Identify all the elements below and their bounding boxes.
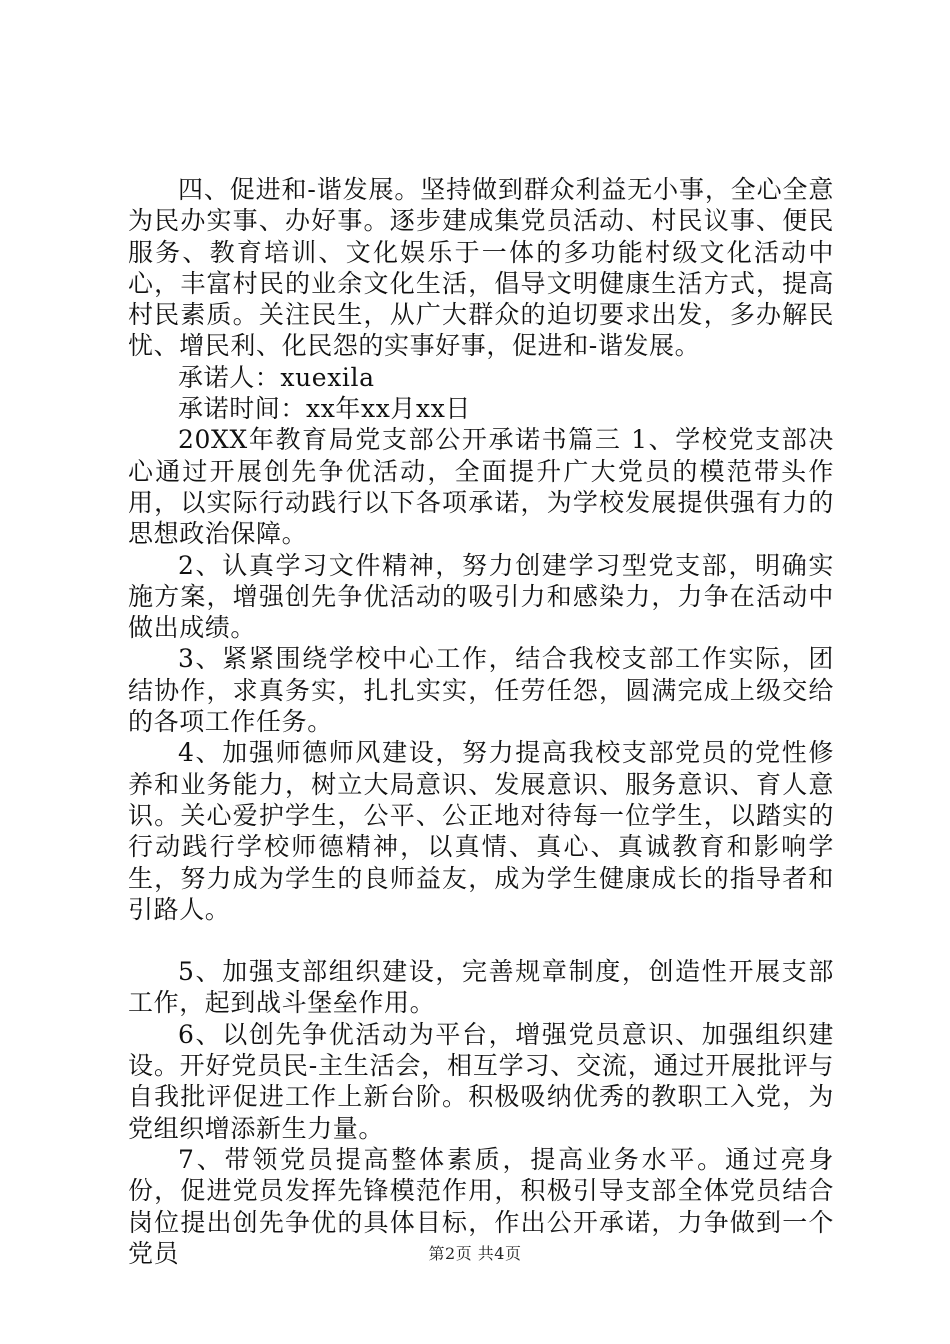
document-body [128,174,834,1269]
paragraph-item-3: 3、紧紧围绕学校中心工作，结合我校支部工作实际，团结协作，求真务实，扎扎实实，任劳任怨，圆满完成上级交给的各项工作任务。 [128,644,834,737]
paragraph-promiser: 承诺人：xuexila [178,362,375,392]
paragraph-item-4: 4、加强师德师风建设，努力提高我校支部党员的党性修养和业务能力，树立大局意识、发展意识、服务意识、育人意识。关心爱护学生，公平、公正地对待每一位学生，以踏实的行动践行学校师德精神，以真情、真心、真诚教育和影响学生，努力成为学生的良师益友，成为学生健康成长的指导者和引路人。 [128,738,834,924]
paragraph-item-7: 7、带领党员提高整体素质，提高业务水平。通过亮身份，促进党员发挥先锋模范作用，积极引导支部全体党员结合岗位提出创先争优的具体目标，作出公开承诺，力争做到一个党员 [128,1144,834,1268]
paragraph-promote-harmony: 四、促进和-谐发展。坚持做到群众利益无小事，全心全意为民办实事、办好事。逐步建成集党员活动、村民议事、便民服务、教育培训、文化娱乐于一体的多功能村级文化活动中心，丰富村民的业余文化生活，倡导文明健康生活方式，提高村民素质。关注民生，从广大群众的迫切要求出发，多办解民忧、增民利、化民怨的实事好事，促进和-谐发展。 [128,175,834,361]
paragraph-item-5: 5、加强支部组织建设，完善规章制度，创造性开展支部工作，起到战斗堡垒作用。 [128,957,834,1018]
paragraph-promise-date: 承诺时间：xx年xx月xx日 [178,394,471,424]
page-number-footer: 第2页 共4页 [428,1244,522,1263]
paragraph-article-three-item-1: 20XX年教育局党支部公开承诺书篇三 1、学校党支部决心通过开展创先争优活动，全面提升广大党员的模范带头作用，以实际行动践行以下各项承诺，为学校发展提供强有力的思想政治保障。 [128,425,834,549]
paragraph-item-2: 2、认真学习文件精神，努力创建学习型党支部，明确实施方案，增强创先争优活动的吸引力和感染力，力争在活动中做出成绩。 [128,550,834,643]
paragraph-item-6: 6、以创先争优活动为平台，增强党员意识、加强组织建设。开好党员民-主生活会，相互学习、交流，通过开展批评与自我批评促进工作上新台阶。积极吸纳优秀的教职工入党，为党组织增添新生力量。 [128,1019,834,1143]
